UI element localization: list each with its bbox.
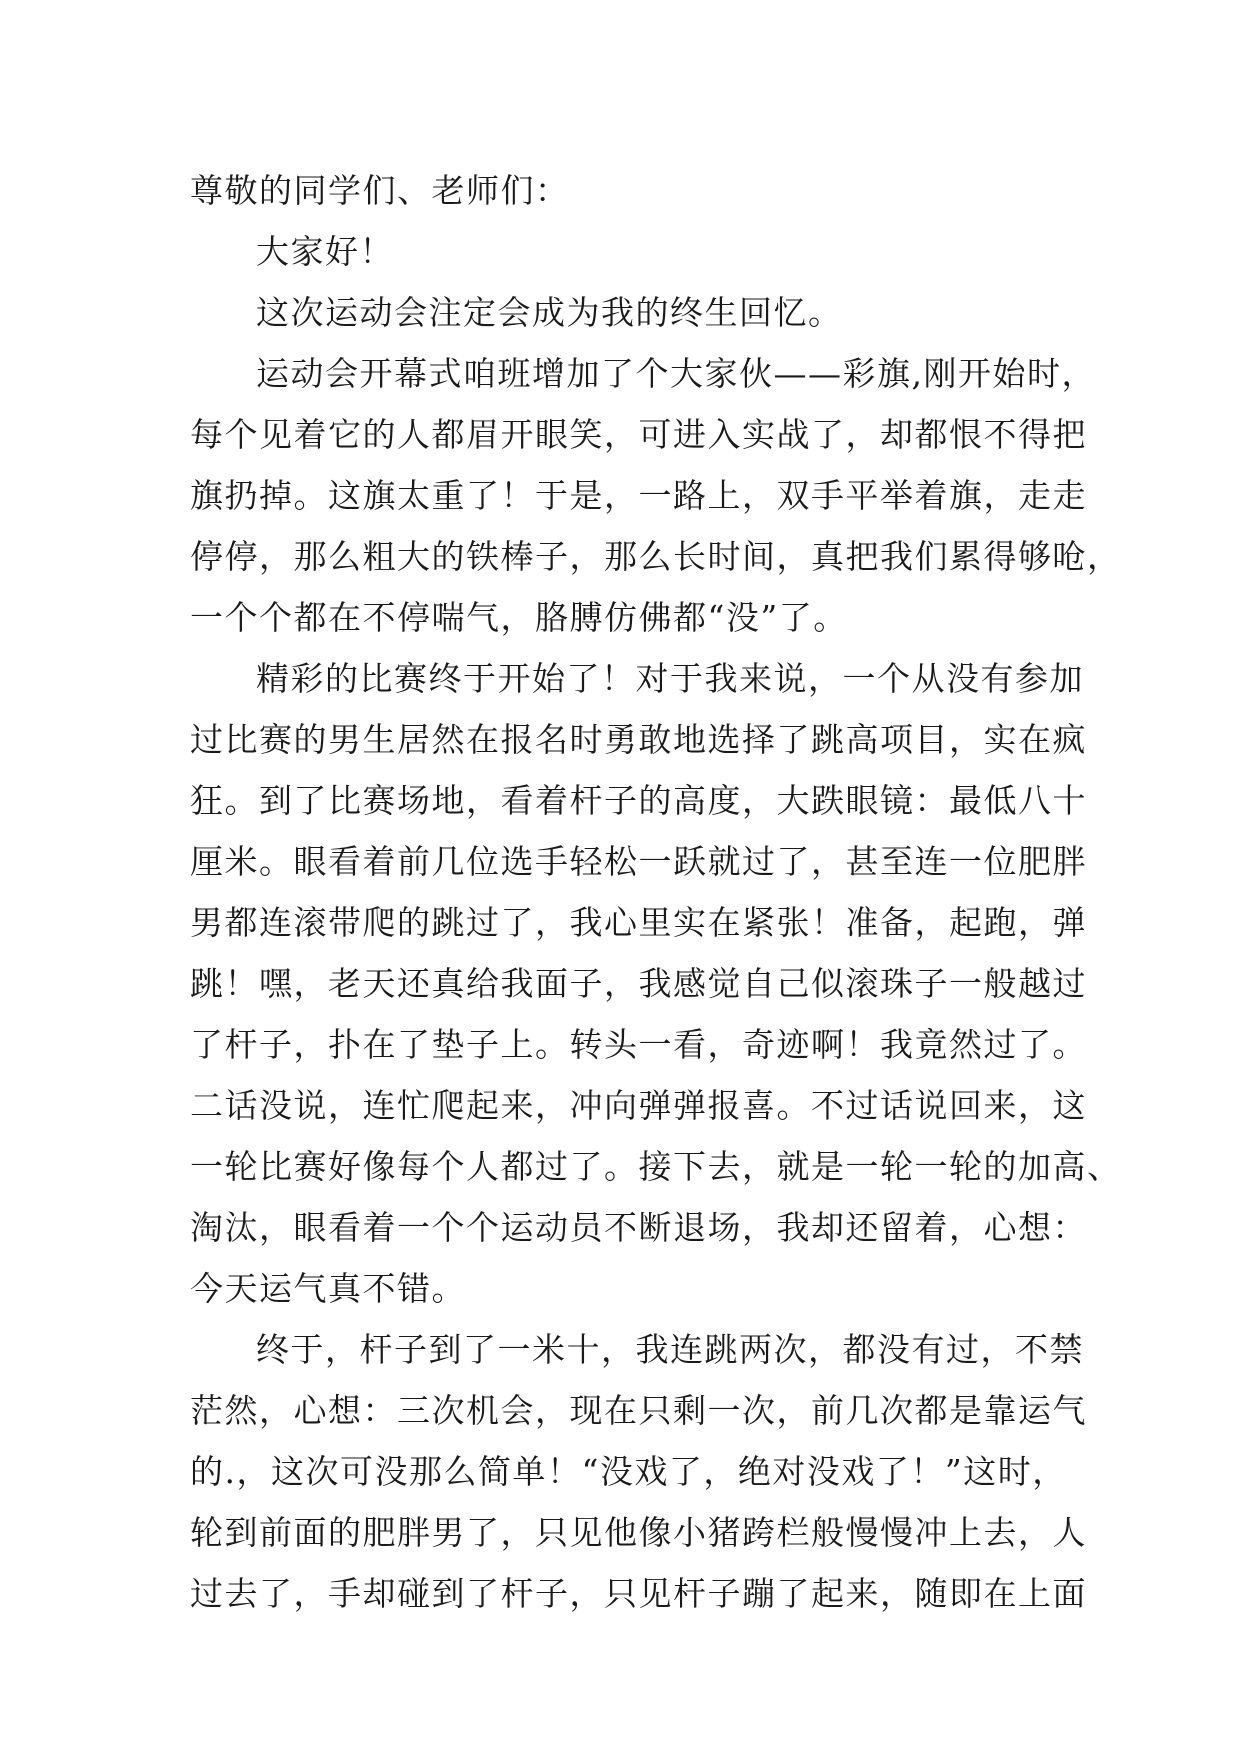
paragraph-line: 狂。到了比赛场地，看着杆子的高度，大跌眼镜：最低八十 <box>190 781 1087 820</box>
paragraph-line: 男都连滚带爬的跳过了，我心里实在紧张！准备，起跑，弹 <box>190 903 1087 942</box>
paragraph-line: 大家好！ <box>256 232 394 271</box>
paragraph-line: 精彩的比赛终于开始了！对于我来说，一个从没有参加 <box>256 659 1084 698</box>
paragraph-line: 厘米。眼看着前几位选手轻松一跃就过了，甚至连一位肥胖 <box>190 842 1087 881</box>
paragraph-line: 每个见着它的人都眉开眼笑，可进入实战了，却都恨不得把 <box>190 415 1087 454</box>
paragraph-line: 淘汰，眼看着一个个运动员不断退场，我却还留着，心想： <box>190 1208 1087 1247</box>
paragraph-line: 今天运气真不错。 <box>190 1269 466 1308</box>
paragraph-line: 运动会开幕式咱班增加了个大家伙——彩旗,刚开始时， <box>256 354 1096 393</box>
paragraph-line: 终于，杆子到了一米十，我连跳两次，都没有过，不禁 <box>256 1330 1084 1369</box>
paragraph-line: 茫然，心想：三次机会，现在只剩一次，前几次都是靠运气 <box>190 1391 1087 1430</box>
paragraph-line: 了杆子，扑在了垫子上。转头一看，奇迹啊！我竟然过了。 <box>190 1025 1087 1064</box>
paragraph-line: 轮到前面的肥胖男了，只见他像小猪跨栏般慢慢冲上去，人 <box>190 1513 1087 1552</box>
paragraph-line: 停停，那么粗大的铁棒子，那么长时间，真把我们累得够呛， <box>190 537 1122 576</box>
salutation: 尊敬的同学们、老师们： <box>190 171 570 210</box>
paragraph-line: 这次运动会注定会成为我的终生回忆。 <box>256 293 843 332</box>
paragraph-line: 一轮比赛好像每个人都过了。接下去，就是一轮一轮的加高、 <box>190 1147 1122 1186</box>
paragraph-line: 过比赛的男生居然在报名时勇敢地选择了跳高项目，实在疯 <box>190 720 1087 759</box>
document-body <box>190 160 1122 1624</box>
paragraph-line: 跳！嘿，老天还真给我面子，我感觉自己似滚珠子一般越过 <box>190 964 1087 1003</box>
paragraph-line: 过去了，手却碰到了杆子，只见杆子蹦了起来，随即在上面 <box>190 1574 1087 1613</box>
paragraph-line: 二话没说，连忙爬起来，冲向弹弹报喜。不过话说回来，这 <box>190 1086 1087 1125</box>
paragraph-line: 一个个都在不停喘气，胳膊仿佛都“没”了。 <box>190 598 848 637</box>
paragraph-line: 旗扔掉。这旗太重了！于是，一路上，双手平举着旗，走走 <box>190 476 1087 515</box>
paragraph-line: 的.，这次可没那么简单！“没戏了，绝对没戏了！”这时， <box>190 1452 1067 1491</box>
